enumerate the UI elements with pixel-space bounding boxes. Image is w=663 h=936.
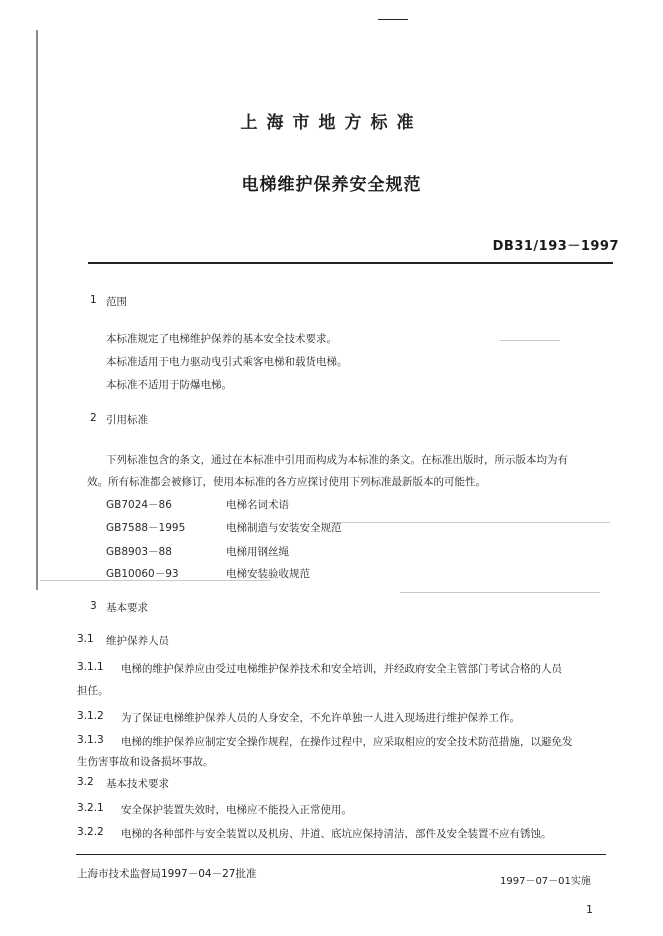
ref-title: 电梯名词术语 bbox=[226, 499, 289, 511]
issuer-title: 上海市地方标准 bbox=[240, 113, 423, 133]
clause-3-2-2-line-1: 电梯的各种部件与安全装置以及机房、井道、底坑应保持清洁，部件及安全装置不应有锈蚀。 bbox=[121, 828, 552, 840]
subsection-3-1-number: 3.1 bbox=[77, 633, 94, 645]
clause-3-1-1-line-2: 担任。 bbox=[77, 685, 109, 697]
scan-noise bbox=[400, 592, 600, 593]
section-3-heading: 基本要求 bbox=[106, 602, 148, 614]
clause-3-1-2-number: 3.1.2 bbox=[77, 710, 104, 722]
section-2-para-line-2: 效。所有标准都会被修订，使用本标准的各方应探讨使用下列标准最新版本的可能性。 bbox=[87, 476, 486, 488]
ref-title: 电梯用钢丝绳 bbox=[226, 546, 289, 558]
section-1-para-3: 本标准不适用于防爆电梯。 bbox=[106, 379, 232, 391]
section-1-number: 1 bbox=[90, 294, 97, 306]
clause-3-1-1-number: 3.1.1 bbox=[77, 661, 104, 673]
ref-code: GB10060－93 bbox=[106, 568, 179, 580]
clause-3-2-2-number: 3.2.2 bbox=[77, 826, 104, 838]
scan-noise bbox=[40, 580, 270, 581]
top-mark bbox=[378, 19, 408, 20]
clause-3-2-1-number: 3.2.1 bbox=[77, 802, 104, 814]
section-2-number: 2 bbox=[90, 412, 97, 424]
subsection-3-2-heading: 基本技术要求 bbox=[106, 778, 169, 790]
clause-3-1-3-line-2: 生伤害事故和设备损坏事故。 bbox=[77, 756, 214, 768]
section-1-para-2: 本标准适用于电力驱动曳引式乘客电梯和载货电梯。 bbox=[106, 356, 348, 368]
subsection-3-2-number: 3.2 bbox=[77, 776, 94, 788]
header-rule bbox=[88, 262, 613, 264]
subsection-3-1-heading: 维护保养人员 bbox=[106, 635, 169, 647]
document-title: 电梯维护保养安全规范 bbox=[241, 175, 422, 195]
ref-code: GB8903－88 bbox=[106, 546, 172, 558]
ref-title: 电梯安装验收规范 bbox=[226, 568, 310, 580]
clause-3-1-1-line-1: 电梯的维护保养应由受过电梯维护保养技术和安全培训，并经政府安全主管部门考试合格的人员 bbox=[121, 663, 562, 675]
ref-code: GB7588－1995 bbox=[106, 522, 186, 534]
ref-title: 电梯制造与安装安全规范 bbox=[226, 522, 342, 534]
section-2-para-line-1: 下列标准包含的条文，通过在本标准中引用而构成为本标准的条文。在标准出版时，所示版本均为有 bbox=[106, 454, 568, 466]
ref-code: GB7024－86 bbox=[106, 499, 172, 511]
approval-note: 上海市技术监督局1997－04－27批准 bbox=[77, 868, 257, 880]
scan-noise bbox=[500, 340, 560, 341]
clause-3-1-3-line-1: 电梯的维护保养应制定安全操作规程，在操作过程中，应采取相应的安全技术防范措施，以避免发 bbox=[121, 736, 573, 748]
section-3-number: 3 bbox=[90, 600, 97, 612]
page-number: 1 bbox=[586, 903, 593, 916]
footer-rule bbox=[76, 854, 606, 855]
clause-3-1-2-line-1: 为了保证电梯维护保养人员的人身安全，不允许单独一人进入现场进行维护保养工作。 bbox=[121, 712, 520, 724]
clause-3-2-1-line-1: 安全保护装置失效时，电梯应不能投入正常使用。 bbox=[121, 804, 352, 816]
section-1-para-1: 本标准规定了电梯维护保养的基本安全技术要求。 bbox=[106, 333, 337, 345]
standard-code: DB31/193－1997 bbox=[492, 239, 619, 254]
clause-3-1-3-number: 3.1.3 bbox=[77, 734, 104, 746]
section-1-heading: 范围 bbox=[106, 296, 127, 308]
section-2-heading: 引用标准 bbox=[106, 414, 148, 426]
implementation-date: 1997－07－01实施 bbox=[500, 876, 591, 887]
scan-noise bbox=[330, 522, 610, 523]
